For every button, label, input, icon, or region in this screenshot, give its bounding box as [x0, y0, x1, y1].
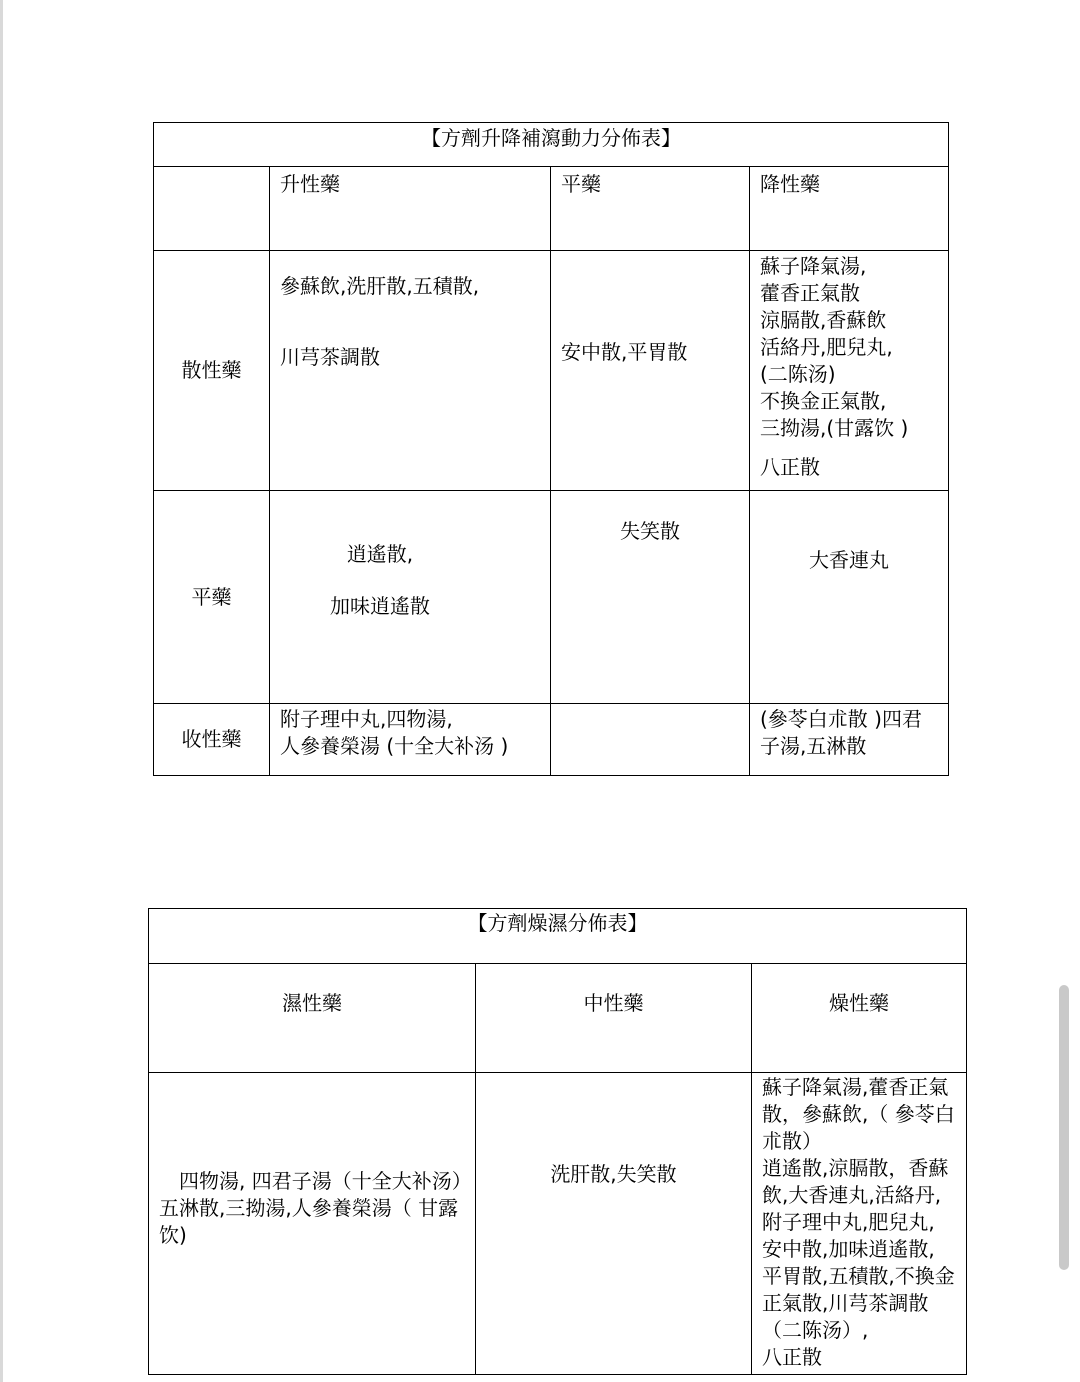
table1-row-header-astringent: 收性藥	[154, 704, 270, 776]
table1-col-header-ascending: 升性藥	[270, 167, 551, 251]
page-left-edge	[0, 0, 3, 1382]
table-ascend-descend	[153, 122, 949, 776]
cell-line: 八正散	[760, 455, 820, 479]
vertical-scrollbar[interactable]	[1059, 985, 1069, 1270]
cell-line: 逍遙散,涼膈散，香蘇飲,大香連丸,活絡丹,	[762, 1156, 949, 1207]
table1-cell-dispersing-neutral: 安中散,平胃散	[551, 251, 750, 491]
cell-line: 三拗湯,(甘露饮 )	[760, 416, 909, 440]
cell-line: 子湯,五淋散	[760, 734, 867, 758]
cell-line: 人參養榮湯 (十全大补汤 )	[280, 734, 509, 758]
table1-cell-neutral-neutral: 失笑散	[551, 491, 750, 704]
cell-line: 安中散,加味逍遙散,	[762, 1237, 935, 1261]
cell-line: (二陈汤)	[760, 362, 836, 386]
cell-line: 不換金正氣散,	[760, 389, 887, 413]
table2-col-header-damp: 濕性藥	[149, 964, 476, 1073]
table1-cell-dispersing-ascending	[270, 251, 551, 491]
cell-line: 涼膈散,香蘇飲	[760, 308, 887, 332]
table1-row-header-dispersing: 散性藥	[154, 251, 270, 491]
table1-row-header-neutral: 平藥	[154, 491, 270, 704]
table2-title: 【方劑燥濕分佈表】	[149, 909, 967, 964]
table2-cell-neutral: 洗肝散,失笑散	[476, 1073, 752, 1375]
table2-cell-damp	[149, 1073, 476, 1375]
table1-col-header-descending: 降性藥	[750, 167, 949, 251]
table1-cell-astringent-descending	[750, 704, 949, 776]
table1-cell-astringent-ascending	[270, 704, 551, 776]
cell-line: 八正散	[762, 1345, 822, 1369]
cell-line: 加味逍遙散	[330, 594, 430, 618]
cell-line: 蘇子降氣湯,	[760, 254, 867, 278]
cell-line: 四物湯, 四君子湯（十全大补汤）	[179, 1169, 472, 1193]
cell-line: 附子理中丸,肥兒丸,	[762, 1210, 935, 1234]
cell-line: 平胃散,五積散,不換金正氣散,川芎茶調散（二陈汤）,	[762, 1264, 955, 1342]
table1-cell-neutral-ascending	[270, 491, 551, 704]
table1-cell-dispersing-descending	[750, 251, 949, 491]
cell-line: 五淋散,三拗湯,人參養榮湯（ 甘露饮)	[159, 1196, 459, 1247]
cell-line: 川芎茶調散	[280, 345, 380, 369]
table1-cell-astringent-neutral	[551, 704, 750, 776]
table2-col-header-dry: 燥性藥	[752, 964, 967, 1073]
table2-cell-dry	[752, 1073, 967, 1375]
table1-title: 【方劑升降補瀉動力分佈表】	[154, 123, 949, 167]
cell-line: (參苓白朮散 )四君	[760, 707, 922, 731]
cell-line: 附子理中丸,四物湯,	[280, 707, 453, 731]
table1-cell-neutral-descending: 大香連丸	[750, 491, 949, 704]
cell-line: 活絡丹,肥兒丸,	[760, 335, 893, 359]
cell-line: 參蘇飲,洗肝散,五積散,	[280, 274, 480, 298]
table1-corner-cell	[154, 167, 270, 251]
table-dry-damp	[148, 908, 967, 1375]
cell-line: 逍遙散,	[346, 542, 414, 566]
cell-line: 蘇子降氣湯,藿香正氣散，參蘇飲,（ 參苓白朮散）	[762, 1075, 955, 1153]
cell-line: 藿香正氣散	[760, 281, 860, 305]
table1-col-header-neutral: 平藥	[551, 167, 750, 251]
table2-col-header-neutral: 中性藥	[476, 964, 752, 1073]
